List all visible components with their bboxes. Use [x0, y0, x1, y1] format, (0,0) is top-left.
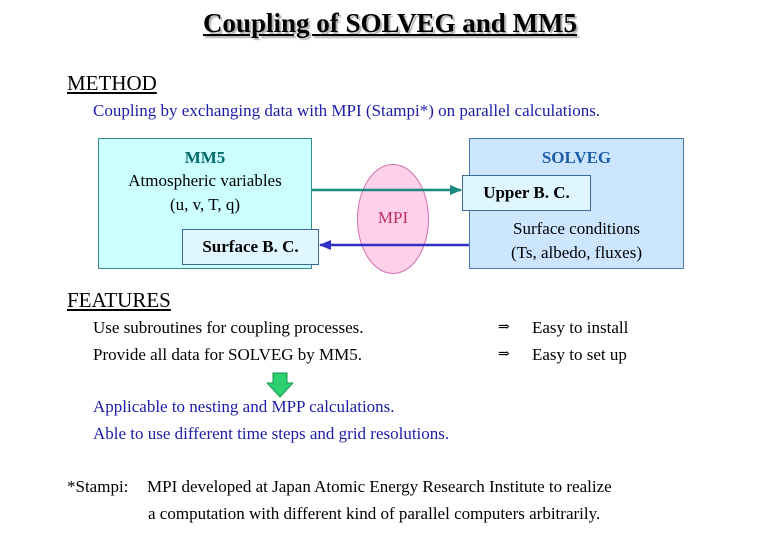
method-heading: METHOD — [67, 71, 157, 95]
mpi-label: MPI — [377, 208, 409, 227]
footnote-label: *Stampi: — [67, 477, 129, 496]
mm5-name: MM5 — [184, 148, 226, 167]
method-description: Coupling by exchanging data with MPI (Stampi*) on parallel calculations. — [93, 101, 601, 120]
down-arrow-icon — [266, 372, 294, 398]
page-title: Coupling of SOLVEG and MM5 — [202, 8, 578, 38]
mm5-line2: (u, v, T, q) — [169, 195, 241, 214]
arrow-symbol-2: ⇒ — [498, 347, 510, 362]
footnote-line2: a computation with different kind of parallel computers arbitrarily. — [148, 504, 601, 523]
feature-text-1: Use subroutines for coupling processes. — [93, 318, 364, 337]
feature-text-2: Provide all data for SOLVEG by MM5. — [93, 345, 362, 364]
feature-result-2: Easy to set up — [532, 345, 627, 364]
arrow-symbol-1: ⇒ — [498, 320, 510, 335]
benefit-1: Applicable to nesting and MPP calculations. — [93, 397, 395, 416]
surface-bc-box: Surface B. C. — [182, 229, 319, 265]
solveg-name: SOLVEG — [541, 148, 612, 167]
features-heading: FEATURES — [67, 288, 171, 312]
benefit-2: Able to use different time steps and grid resolutions. — [93, 424, 450, 443]
solveg-line2: (Ts, albedo, fluxes) — [511, 243, 642, 262]
solveg-line1: Surface conditions — [513, 219, 640, 238]
feature-result-1: Easy to install — [532, 318, 629, 337]
mm5-line1: Atmospheric variables — [128, 171, 282, 190]
upper-bc-box: Upper B. C. — [462, 175, 591, 211]
footnote-line1: MPI developed at Japan Atomic Energy Research Institute to realize — [147, 477, 612, 496]
